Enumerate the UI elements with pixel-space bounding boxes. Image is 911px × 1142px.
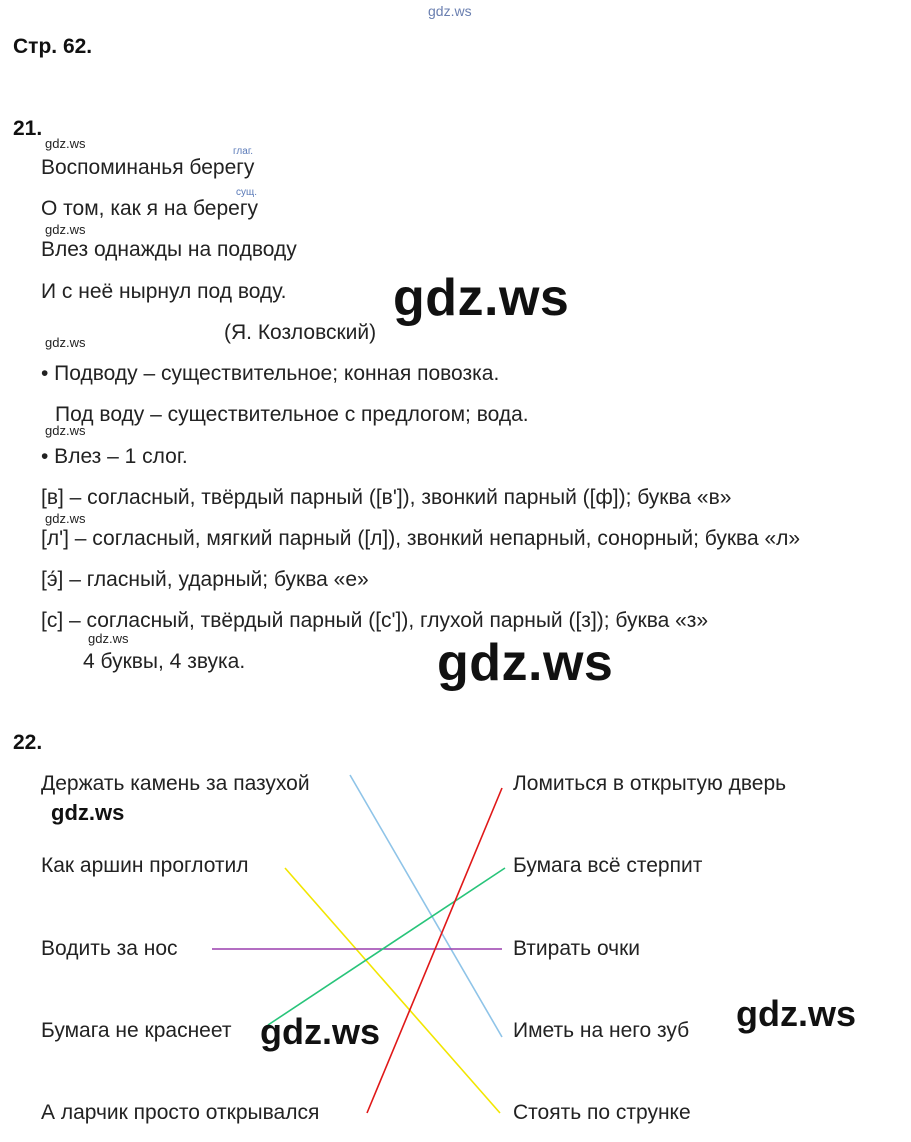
left-phrase-4: Бумага не краснеет — [41, 1019, 232, 1042]
word-tag-noun: сущ. — [236, 187, 258, 198]
exercise-21-number: 21. — [13, 117, 43, 140]
watermark-big: gdz.ws — [437, 634, 614, 692]
left-phrase-1: Держать камень за пазухой — [41, 772, 310, 795]
right-phrase-4: Иметь на него зуб — [513, 1019, 690, 1042]
watermark-medium: gdz.ws — [260, 1011, 381, 1052]
watermark-top: gdz.ws — [428, 3, 472, 19]
analysis-line-7: [с] – согласный, твёрдый парный ([с']), глухой парный ([з]); буква «з» — [41, 609, 709, 632]
analysis-line-4: [в] – согласный, твёрдый парный ([в']), звонкий парный ([ф]); буква «в» — [41, 486, 732, 509]
watermark-small: gdz.ws — [45, 222, 86, 237]
connector-line-5 — [367, 788, 502, 1113]
exercise-22-number: 22. — [13, 731, 43, 754]
left-phrase-5: А ларчик просто открывался — [41, 1101, 320, 1124]
connector-line-4 — [268, 868, 505, 1025]
poem-line-4: И с неё нырнул под воду. — [41, 280, 287, 303]
connector-line-1 — [350, 775, 502, 1037]
right-phrase-1: Ломиться в открытую дверь — [513, 772, 787, 795]
watermark-medium: gdz.ws — [51, 800, 125, 825]
watermark-small: gdz.ws — [88, 631, 129, 646]
word-tag-verb: глаг. — [233, 146, 254, 157]
page-label: Стр. 62. — [13, 35, 93, 58]
watermark-small: gdz.ws — [45, 335, 86, 350]
poem-line-2: О том, как я на берегу — [41, 197, 258, 220]
watermark-small: gdz.ws — [45, 136, 86, 151]
right-phrase-5: Стоять по струнке — [513, 1101, 691, 1124]
poem-line-1: Воспоминанья берегу — [41, 156, 255, 179]
analysis-line-8: 4 буквы, 4 звука. — [83, 650, 246, 673]
watermark-medium: gdz.ws — [736, 993, 857, 1034]
left-phrase-2: Как аршин проглотил — [41, 854, 249, 877]
analysis-line-3: • Влез – 1 слог. — [41, 445, 188, 468]
watermark-big: gdz.ws — [393, 269, 570, 327]
analysis-line-1: • Подводу – существительное; конная повозка. — [41, 362, 500, 385]
connector-line-2 — [285, 868, 500, 1113]
left-phrase-3: Водить за нос — [41, 937, 178, 960]
right-phrase-2: Бумага всё стерпит — [513, 854, 703, 877]
right-phrase-3: Втирать очки — [513, 937, 641, 960]
poem-line-3: Влез однажды на подводу — [41, 238, 297, 261]
analysis-line-5: [л'] – согласный, мягкий парный ([л]), звонкий непарный, сонорный; буква «л» — [41, 527, 801, 550]
watermark-small: gdz.ws — [45, 511, 86, 526]
analysis-line-6: [э́] – гласный, ударный; буква «е» — [41, 568, 369, 591]
poem-author: (Я. Козловский) — [224, 321, 377, 344]
analysis-line-2: Под воду – существительное с предлогом; вода. — [55, 403, 529, 426]
watermark-small: gdz.ws — [45, 423, 86, 438]
